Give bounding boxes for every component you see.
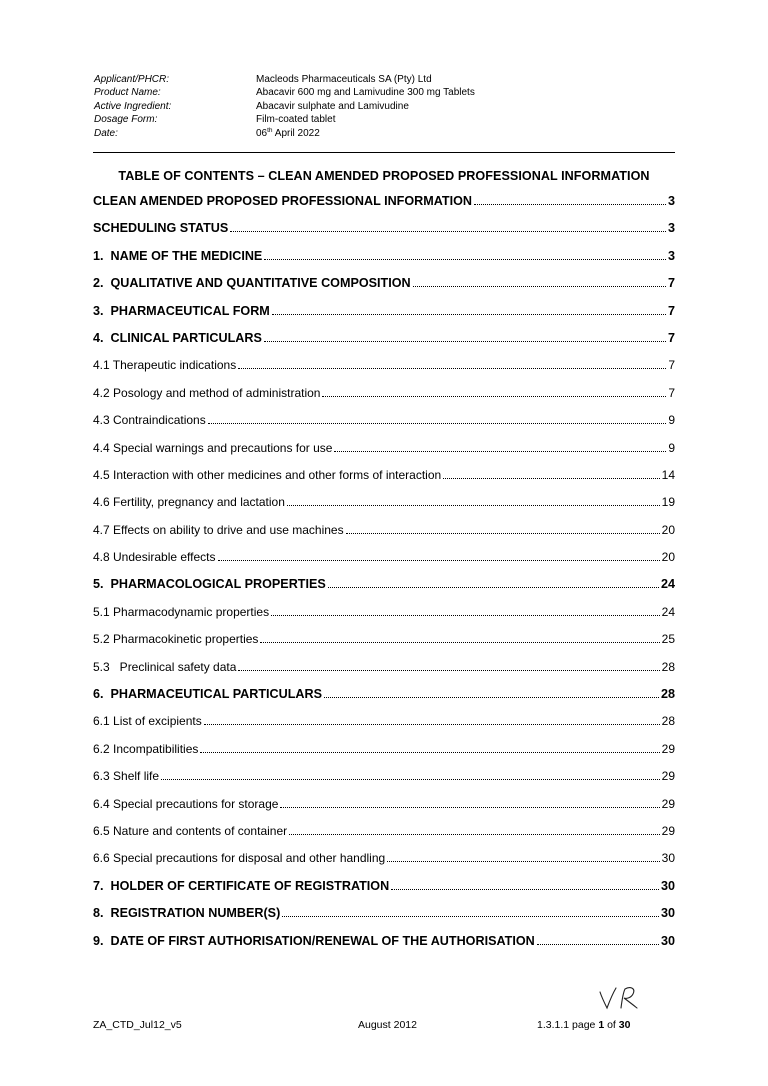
toc-dot-leader	[328, 587, 659, 588]
toc-dot-leader	[537, 944, 659, 945]
toc-dot-leader	[264, 341, 666, 342]
toc-entry-title: 5.1 Pharmacodynamic properties	[93, 604, 270, 619]
toc-entry-page: 29	[661, 741, 675, 756]
date-ordinal: th	[267, 126, 273, 134]
header-value: Macleods Pharmaceuticals SA (Pty) Ltd	[256, 74, 432, 85]
toc-dot-leader	[218, 560, 660, 561]
toc-entry-title: 6.3 Shelf life	[93, 769, 160, 784]
toc-entry[interactable]	[93, 304, 675, 331]
toc-dot-leader	[208, 423, 667, 424]
toc-dot-leader	[238, 670, 659, 671]
toc-entry[interactable]	[93, 824, 675, 851]
toc-entry-title: 4.3 Contraindications	[93, 413, 206, 428]
toc-entry[interactable]	[93, 714, 675, 741]
toc-entry[interactable]	[93, 687, 675, 714]
toc-dot-leader	[346, 533, 660, 534]
toc-entry[interactable]	[93, 577, 675, 604]
toc-dot-leader	[413, 286, 666, 287]
toc-entry-title: 2. QUALITATIVE AND QUANTITATIVE COMPOSITION	[93, 276, 411, 291]
toc-entry-title: 6.5 Nature and contents of container	[93, 823, 288, 838]
toc-entry-page: 9	[668, 440, 675, 455]
header-value: Film-coated tablet	[256, 114, 336, 126]
document-header	[94, 73, 475, 140]
toc-entry-page: 20	[661, 550, 675, 565]
toc-entry-page: 30	[660, 878, 675, 893]
toc-entry[interactable]	[93, 194, 675, 221]
toc-entry-title: 6. PHARMACEUTICAL PARTICULARS	[93, 687, 323, 702]
toc-entry-title: 9. DATE OF FIRST AUTHORISATION/RENEWAL OF THE AUTHORISATION	[93, 933, 535, 948]
toc-dot-leader	[161, 779, 660, 780]
toc-entry-title: CLEAN AMENDED PROPOSED PROFESSIONAL INFORMATION	[93, 194, 472, 208]
footer-total-pages: 30	[618, 1019, 631, 1031]
toc-entry-page: 29	[661, 769, 675, 784]
toc-entry-title: 4.5 Interaction with other medicines and other forms of interaction	[93, 467, 442, 482]
toc-dot-leader	[324, 697, 659, 698]
header-row-applicant	[94, 73, 475, 86]
toc-dot-leader	[474, 204, 666, 205]
toc-dot-leader	[391, 889, 659, 890]
toc-entry[interactable]	[93, 358, 675, 385]
toc-entry-page: 24	[660, 577, 675, 592]
toc-entry[interactable]	[93, 632, 675, 659]
footer-template-id: ZA_CTD_Jul12_v5	[93, 1019, 182, 1031]
header-label: Applicant/PHCR:	[94, 74, 170, 85]
toc-entry-page: 7	[668, 385, 675, 400]
footer-page-number	[537, 1019, 630, 1031]
header-row-active-ingredient	[94, 100, 475, 113]
toc-entry-title: 1. NAME OF THE MEDICINE	[93, 248, 263, 263]
toc-entry[interactable]	[93, 331, 675, 358]
toc-dot-leader	[272, 314, 666, 315]
toc-entry-title: 6.2 Incompatibilities	[93, 741, 199, 756]
toc-title: TABLE OF CONTENTS – CLEAN AMENDED PROPOSED PROFESSIONAL INFORMATION	[118, 169, 650, 183]
toc-entry[interactable]	[93, 742, 675, 769]
toc-dot-leader	[264, 259, 666, 260]
toc-entry[interactable]	[93, 879, 675, 906]
toc-entry[interactable]	[93, 495, 675, 522]
toc-entry-title: 7. HOLDER OF CERTIFICATE OF REGISTRATION	[93, 878, 390, 893]
header-label: Product Name:	[94, 87, 161, 99]
header-label: Dosage Form:	[94, 114, 158, 126]
toc-entry-page: 7	[668, 358, 675, 373]
toc-entry-page: 25	[661, 632, 675, 647]
toc-entry-title: 8. REGISTRATION NUMBER(S)	[93, 906, 281, 921]
header-row-date	[94, 127, 475, 140]
header-row-product	[94, 86, 475, 99]
toc-entry-title: 4.4 Special warnings and precautions for use	[93, 440, 333, 455]
toc-entry-title: 4.2 Posology and method of administration	[93, 385, 321, 400]
toc-dot-leader	[280, 807, 659, 808]
toc-dot-leader	[443, 478, 659, 479]
toc-entry-title: 6.6 Special precautions for disposal and other handling	[93, 851, 386, 866]
toc-dot-leader	[287, 505, 660, 506]
footer-page-prefix: 1.3.1.1 page	[537, 1019, 599, 1031]
toc-entry-page: 28	[661, 714, 675, 729]
table-of-contents	[93, 194, 675, 961]
toc-entry-page: 9	[668, 413, 675, 428]
toc-entry-title: 3. PHARMACEUTICAL FORM	[93, 303, 270, 318]
toc-entry-page: 7	[667, 330, 675, 345]
toc-entry[interactable]	[93, 660, 675, 687]
toc-entry[interactable]	[93, 386, 675, 413]
toc-entry-page: 30	[660, 906, 675, 921]
toc-dot-leader	[204, 724, 660, 725]
toc-dot-leader	[387, 861, 659, 862]
toc-dot-leader	[289, 834, 660, 835]
toc-entry-page: 3	[667, 221, 675, 236]
toc-entry-title: 5. PHARMACOLOGICAL PROPERTIES	[93, 577, 326, 592]
date-month-year: April 2022	[272, 127, 320, 139]
toc-entry-title: 6.4 Special precautions for storage	[93, 796, 279, 811]
toc-entry-page: 14	[661, 467, 675, 482]
toc-entry[interactable]	[93, 221, 675, 248]
toc-entry[interactable]	[93, 797, 675, 824]
toc-dot-leader	[271, 615, 660, 616]
toc-entry[interactable]	[93, 249, 675, 276]
footer-template-date: August 2012	[358, 1019, 417, 1031]
toc-dot-leader	[322, 396, 666, 397]
toc-entry-title: 6.1 List of excipients	[93, 714, 202, 729]
toc-entry[interactable]	[93, 468, 675, 495]
toc-dot-leader	[200, 752, 659, 753]
toc-entry[interactable]	[93, 441, 675, 468]
toc-entry[interactable]	[93, 906, 675, 933]
toc-entry-title: 4. CLINICAL PARTICULARS	[93, 330, 262, 345]
toc-entry-title: SCHEDULING STATUS	[93, 221, 229, 236]
toc-entry-page: 30	[660, 933, 675, 948]
toc-entry-title: 5.3 Preclinical safety data	[93, 659, 237, 674]
toc-entry[interactable]	[93, 523, 675, 550]
header-value: Abacavir 600 mg and Lamivudine 300 mg Tablets	[256, 87, 475, 99]
toc-entry-page: 30	[661, 851, 675, 866]
header-label: Date:	[94, 127, 118, 139]
toc-entry[interactable]	[93, 276, 675, 303]
signature-initials	[596, 984, 646, 1012]
toc-entry[interactable]	[93, 934, 675, 961]
toc-dot-leader	[230, 231, 666, 232]
footer-page-of: of	[604, 1019, 619, 1031]
toc-entry-page: 28	[660, 687, 675, 702]
toc-entry-page: 24	[661, 604, 675, 619]
toc-dot-leader	[334, 451, 666, 452]
toc-entry-title: 4.1 Therapeutic indications	[93, 358, 237, 373]
toc-entry[interactable]	[93, 550, 675, 577]
toc-entry-page: 19	[661, 495, 675, 510]
toc-entry-page: 3	[667, 194, 675, 208]
toc-dot-leader	[282, 916, 659, 917]
toc-entry-title: 4.6 Fertility, pregnancy and lactation	[93, 495, 285, 510]
toc-entry-page: 7	[667, 303, 675, 318]
toc-entry-page: 3	[667, 248, 675, 263]
toc-entry[interactable]	[93, 851, 675, 878]
toc-entry-page: 28	[661, 659, 675, 674]
toc-entry-title: 4.7 Effects on ability to drive and use machines	[93, 522, 344, 537]
toc-entry-title: 5.2 Pharmacokinetic properties	[93, 632, 259, 647]
toc-entry-page: 7	[667, 276, 675, 291]
header-value: Abacavir sulphate and Lamivudine	[256, 100, 409, 112]
header-label: Active Ingredient:	[94, 100, 172, 112]
date-day: 06	[256, 127, 268, 139]
header-value-date	[256, 127, 320, 140]
footer-current-page: 1	[598, 1019, 605, 1031]
toc-entry-page: 29	[661, 823, 675, 838]
toc-entry[interactable]	[93, 605, 675, 632]
toc-entry-title: 4.8 Undesirable effects	[93, 550, 216, 565]
toc-dot-leader	[238, 368, 666, 369]
toc-entry-page: 29	[661, 796, 675, 811]
header-row-dosage-form	[94, 113, 475, 126]
header-divider	[93, 152, 675, 153]
toc-entry[interactable]	[93, 769, 675, 796]
toc-entry[interactable]	[93, 413, 675, 440]
toc-dot-leader	[260, 642, 659, 643]
toc-entry-page: 20	[661, 522, 675, 537]
